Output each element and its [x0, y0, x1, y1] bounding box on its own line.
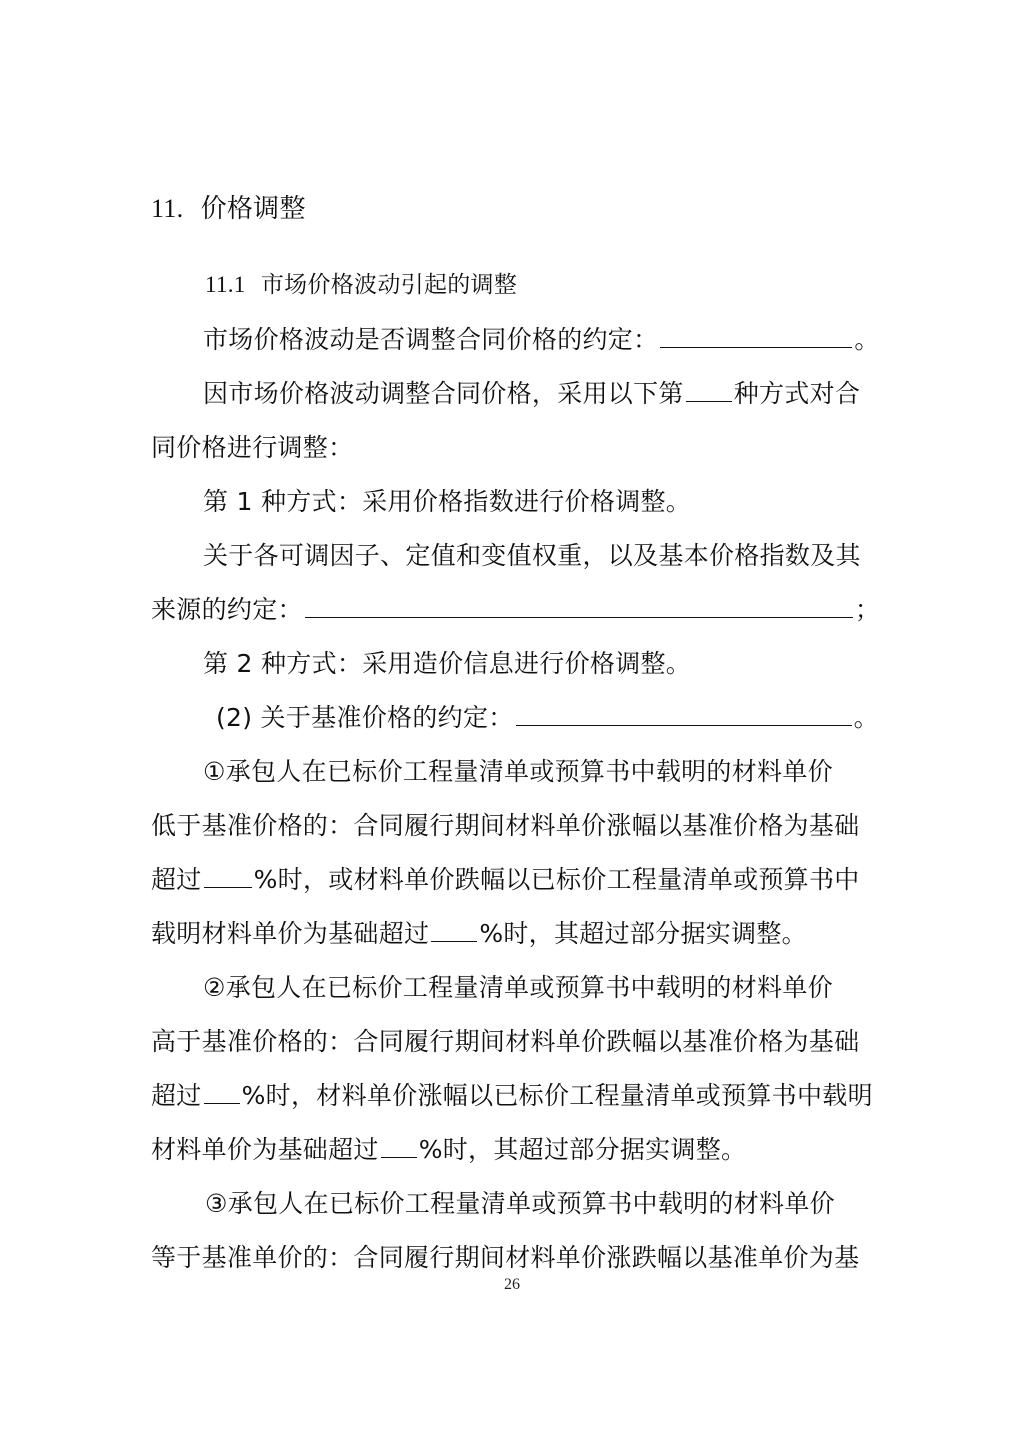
line-text: %时，材料单价涨幅以已标价工程量清单或预算书中载明: [241, 1081, 873, 1110]
line-text: 因市场价格波动调整合同价格，采用以下第: [203, 379, 684, 408]
paragraph-line: 关于各可调因子、定值和变值权重，以及基本价格指数及其: [203, 541, 861, 570]
line-text: %时，或材料单价跌幅以已标价工程量清单或预算书中: [253, 865, 860, 894]
fill-in-blank[interactable]: [204, 865, 252, 888]
paragraph-line: [151, 1080, 873, 1112]
line-text: 来源的约定：: [151, 595, 303, 624]
section-title: 价格调整: [200, 194, 306, 224]
fill-in-blank[interactable]: [305, 595, 853, 618]
paragraph-line: [151, 594, 880, 626]
line-text: 超过: [151, 1081, 202, 1110]
line-text: %时，其超过部分据实调整。: [479, 919, 807, 948]
fill-in-blank[interactable]: [660, 325, 852, 348]
paragraph-line: 等于基准单价的：合同履行期间材料单价涨跌幅以基准单价为基: [151, 1243, 860, 1272]
paragraph-line: 低于基准价格的：合同履行期间材料单价涨幅以基准价格为基础: [151, 811, 860, 840]
paragraph-line: [151, 864, 860, 896]
paragraph-line: ②承包人在已标价工程量清单或预算书中载明的材料单价: [203, 973, 833, 1002]
fill-in-blank[interactable]: [204, 1081, 240, 1104]
line-text: 市场价格波动是否调整合同价格的约定：: [203, 325, 659, 354]
line-text: 超过: [151, 865, 202, 894]
line-end: 。: [853, 703, 879, 732]
paragraph-line: ①承包人在已标价工程量清单或预算书中载明的材料单价: [203, 757, 833, 786]
paragraph-line: 高于基准价格的：合同履行期间材料单价跌幅以基准价格为基础: [151, 1027, 860, 1056]
fill-in-blank[interactable]: [431, 919, 477, 942]
paragraph-line: 同价格进行调整：: [151, 433, 354, 462]
line-text: 载明材料单价为基础超过: [151, 919, 430, 948]
line-text: (2) 关于基准价格的约定：: [216, 703, 514, 732]
subsection-number: 11.1: [205, 272, 246, 297]
fill-in-blank[interactable]: [381, 1135, 417, 1158]
paragraph-line: [203, 378, 860, 410]
line-end: ；: [854, 595, 881, 624]
line-text: 种方式对合: [733, 379, 861, 408]
paragraph-line: [216, 702, 879, 734]
fill-in-blank[interactable]: [686, 379, 732, 402]
fill-in-blank[interactable]: [516, 703, 852, 726]
page-number: 26: [504, 1276, 520, 1293]
paragraph-line: ③承包人在已标价工程量清单或预算书中载明的材料单价: [205, 1189, 835, 1218]
paragraph-line: [151, 918, 807, 950]
line-end: 。: [854, 325, 880, 354]
paragraph-line: 第 2 种方式：采用造价信息进行价格调整。: [203, 649, 692, 678]
paragraph-line: [203, 324, 880, 356]
section-number: 11.: [151, 194, 184, 223]
line-text: 材料单价为基础超过: [151, 1135, 379, 1164]
subsection-title: 市场价格波动引起的调整: [260, 272, 518, 298]
line-text: %时，其超过部分据实调整。: [418, 1135, 747, 1164]
paragraph-line: [151, 1134, 746, 1166]
paragraph-line: 第 1 种方式：采用价格指数进行价格调整。: [203, 487, 692, 516]
section-heading: [151, 193, 306, 225]
subsection-heading: [205, 269, 517, 301]
